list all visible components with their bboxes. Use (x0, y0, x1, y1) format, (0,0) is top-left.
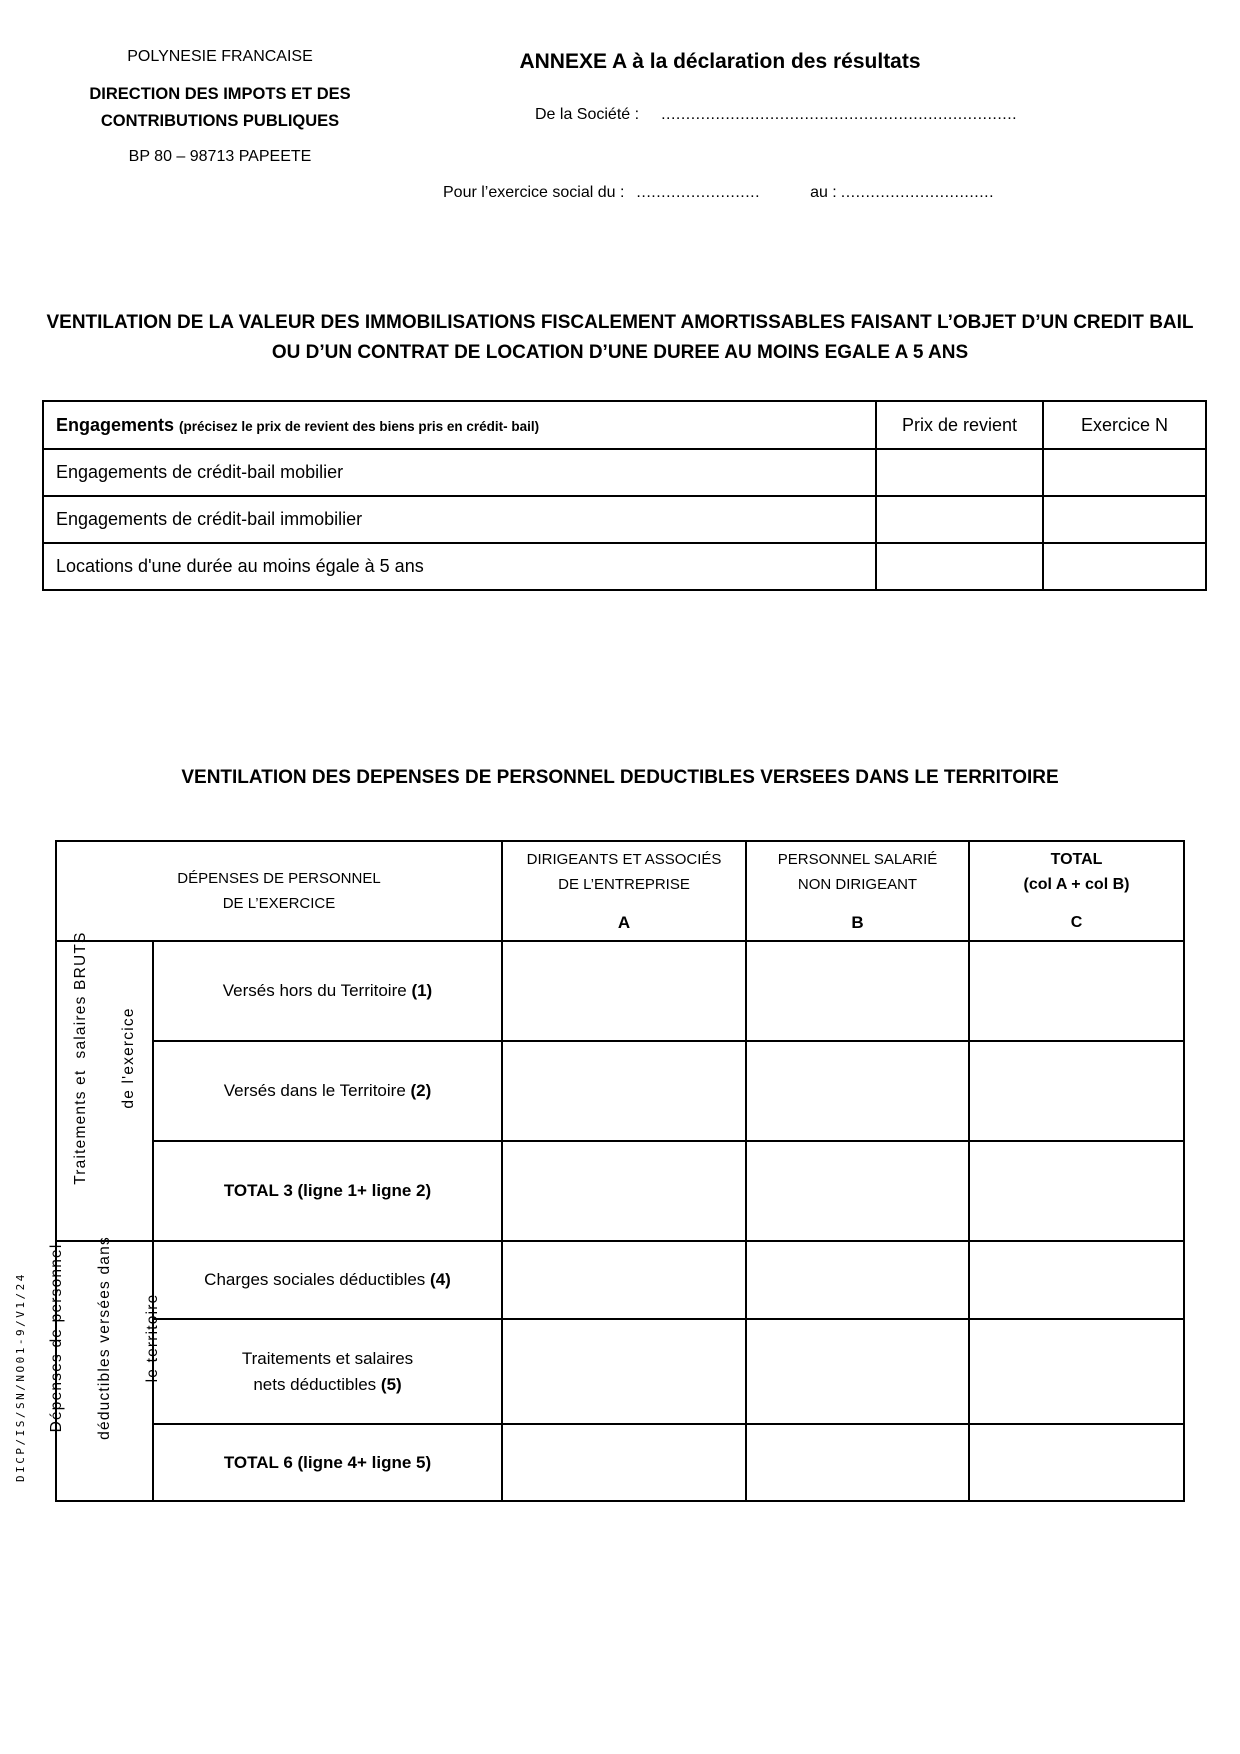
col-total-header-line1: TOTAL (1050, 851, 1103, 868)
company-label: De la Société : (535, 106, 640, 123)
cell-c-total-6[interactable] (969, 1424, 1184, 1501)
exercice-cell-locations[interactable] (1043, 543, 1206, 590)
cell-c-traitements-nets[interactable] (969, 1319, 1184, 1424)
document-title: ANNEXE A à la déclaration des résultats (519, 50, 921, 73)
cell-a-traitements-nets[interactable] (502, 1319, 746, 1424)
section2-title: VENTILATION DES DEPENSES DE PERSONNEL DEDUCTIBLES VERSEES DANS LE TERRITOIRE (181, 767, 1059, 788)
direction-name-line1: DIRECTION DES IMPOTS ET DES (89, 85, 351, 103)
engagements-header-cell (43, 401, 876, 449)
col-b-letter: B (851, 913, 864, 932)
depenses-header-line2: DE L’EXERCICE (222, 895, 336, 912)
engagements-header-note: (précisez le prix de revient des biens pris en crédit- bail) (179, 418, 540, 434)
col-total-header-line2: (col A + col B) (1023, 876, 1130, 893)
exercise-line (443, 184, 994, 202)
direction-name-line2: CONTRIBUTIONS PUBLIQUES (100, 112, 340, 130)
engagements-header-main: Engagements (56, 414, 175, 435)
exercise-to-field[interactable]: ............................... (840, 184, 995, 201)
cell-b-traitements-nets[interactable] (746, 1319, 969, 1424)
row-label-credit-bail-mobilier: Engagements de crédit-bail mobilier (43, 449, 876, 496)
cell-c-total-3[interactable] (969, 1141, 1184, 1241)
issuer-address: BP 80 – 98713 PAPEETE (128, 148, 312, 165)
prix-cell-locations[interactable] (876, 543, 1043, 590)
section1-title-line2: OU D’UN CONTRAT DE LOCATION D’UNE DUREE AU MOINS EGALE A 5 ANS (271, 342, 969, 363)
row-label-credit-bail-immobilier: Engagements de crédit-bail immobilier (43, 496, 876, 543)
group-label-depenses-territoire (47, 1236, 161, 1501)
exercice-n-header: Exercice N (1043, 401, 1206, 449)
exercice-cell-immobilier[interactable] (1043, 496, 1206, 543)
table-row (56, 1319, 1184, 1424)
table-row (56, 1141, 1184, 1241)
cell-b-verses-hors[interactable] (746, 941, 969, 1041)
cell-a-verses-dans[interactable] (502, 1041, 746, 1141)
credit-bail-header-row (43, 401, 1206, 449)
depenses-personnel-table (47, 840, 1185, 1502)
group-label-depenses-territoire-text: Dépenses de personnel déductibles versées dans le territoire (47, 1236, 161, 1440)
form-reference-code: DICP/IS/SN/NO01-9/V1/24 (14, 1272, 27, 1482)
table-row (56, 941, 1184, 1041)
exercise-to-label: au : (810, 184, 837, 201)
col-total-header (969, 841, 1184, 941)
prix-cell-mobilier[interactable] (876, 449, 1043, 496)
table-row (56, 1041, 1184, 1141)
row-label-traitements-nets: Traitements et salaires nets déductibles (5) (153, 1319, 502, 1424)
section1-title-line1: VENTILATION DE LA VALEUR DES IMMOBILISATIONS FISCALEMENT AMORTISSABLES FAISANT L’OBJET D’UN CREDIT BAIL (46, 312, 1194, 333)
depenses-header-cell (56, 841, 502, 941)
table-row (43, 449, 1206, 496)
cell-b-charges-sociales[interactable] (746, 1241, 969, 1319)
depenses-header-row (56, 841, 1184, 941)
table-row (56, 1424, 1184, 1501)
credit-bail-table (42, 400, 1207, 591)
table-row (43, 543, 1206, 590)
col-b-header (746, 841, 969, 941)
col-b-header-line2: NON DIRIGEANT (797, 876, 918, 893)
cell-a-charges-sociales[interactable] (502, 1241, 746, 1319)
row-label-charges-sociales: Charges sociales déductibles (4) (153, 1241, 502, 1319)
col-a-header-line1: DIRIGEANTS ET ASSOCIÉS (526, 851, 722, 868)
cell-c-verses-hors[interactable] (969, 941, 1184, 1041)
issuer-block (55, 48, 385, 166)
exercise-label: Pour l’exercice social du : (443, 184, 625, 201)
prix-cell-immobilier[interactable] (876, 496, 1043, 543)
row-label-verses-dans: Versés dans le Territoire (2) (153, 1041, 502, 1141)
row-label-total-6: TOTAL 6 (ligne 4+ ligne 5) (153, 1424, 502, 1501)
group-label-traitements-bruts (56, 931, 153, 1241)
table-row (43, 496, 1206, 543)
company-line (535, 106, 1017, 124)
exercise-from-field[interactable]: ......................... (636, 184, 761, 201)
cell-a-total-6[interactable] (502, 1424, 746, 1501)
company-name-field[interactable]: ........................................................................ (661, 106, 1018, 123)
row-label-total-3: TOTAL 3 (ligne 1+ ligne 2) (153, 1141, 502, 1241)
depenses-header-line1: DÉPENSES DE PERSONNEL (177, 870, 381, 887)
exercice-cell-mobilier[interactable] (1043, 449, 1206, 496)
col-a-header (502, 841, 746, 941)
prix-de-revient-header: Prix de revient (876, 401, 1043, 449)
cell-a-verses-hors[interactable] (502, 941, 746, 1041)
col-total-letter: C (1070, 914, 1083, 931)
table-row (56, 1241, 1184, 1319)
cell-b-total-3[interactable] (746, 1141, 969, 1241)
cell-c-verses-dans[interactable] (969, 1041, 1184, 1141)
row-label-verses-hors: Versés hors du Territoire (1) (153, 941, 502, 1041)
cell-b-verses-dans[interactable] (746, 1041, 969, 1141)
row-label-locations: Locations d'une durée au moins égale à 5 ans (43, 543, 876, 590)
cell-a-total-3[interactable] (502, 1141, 746, 1241)
territory-name: POLYNESIE FRANCAISE (127, 48, 313, 65)
cell-b-total-6[interactable] (746, 1424, 969, 1501)
col-a-letter: A (617, 913, 631, 932)
col-a-header-line2: DE L’ENTREPRISE (558, 876, 690, 893)
group-label-traitements-bruts-text: Traitements et salaires BRUTS de l'exercice (71, 931, 137, 1185)
section1-title (30, 308, 1210, 368)
cell-c-charges-sociales[interactable] (969, 1241, 1184, 1319)
col-b-header-line1: PERSONNEL SALARIÉ (777, 851, 938, 868)
